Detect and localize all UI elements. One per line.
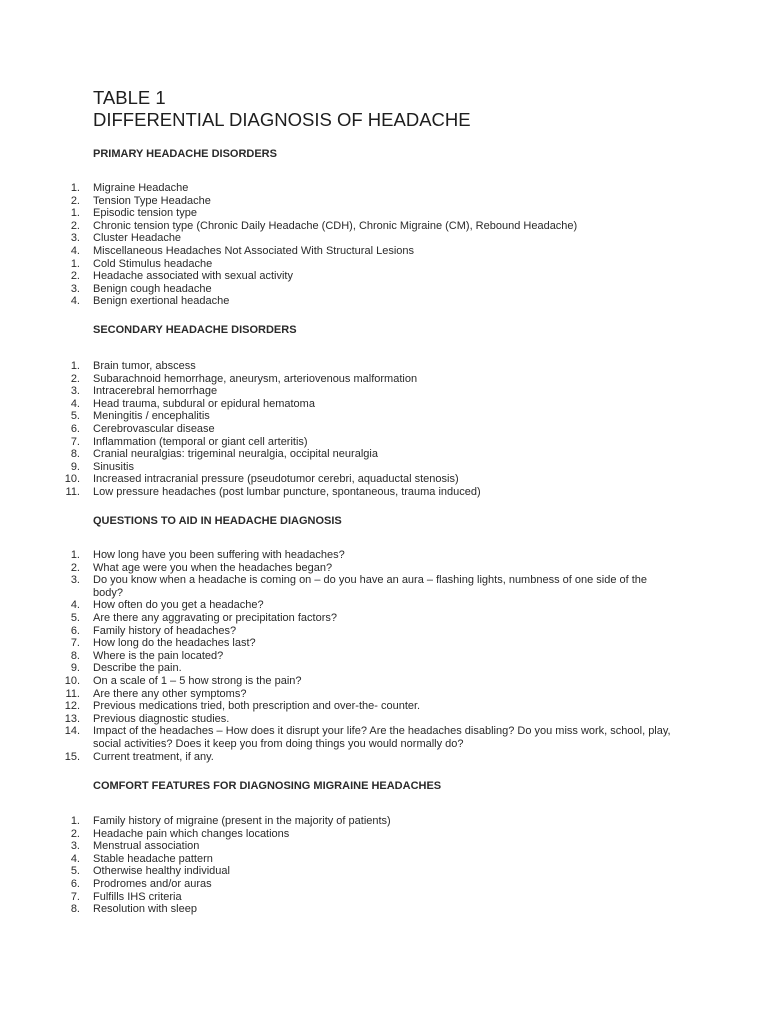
list-questions (60, 549, 680, 763)
section-heading-primary: PRIMARY HEADACHE DISORDERS (93, 148, 277, 160)
list-item (60, 878, 680, 891)
list-item-number: 8. (70, 448, 80, 461)
list-item (60, 700, 680, 713)
list-item-text: Previous diagnostic studies. (93, 712, 230, 725)
list-item-number: 10. (64, 674, 80, 687)
list-item-text: Benign exertional headache (93, 295, 230, 308)
list-item-number: 4. (70, 295, 80, 308)
list-item-number: 15. (64, 750, 80, 763)
list-item (60, 840, 680, 853)
list-item (60, 220, 680, 233)
list-item-text: How long have you been suffering with headaches? (93, 549, 345, 561)
list-item-number: 10. (64, 473, 80, 486)
list-item (60, 625, 680, 638)
list-item-number: 6. (70, 624, 80, 637)
list-item-text: Migraine Headache (93, 182, 189, 194)
list-item-text: Describe the pain. (93, 662, 182, 675)
list-item-number: 8. (70, 903, 80, 916)
list-item (60, 599, 680, 612)
list-item-text: Chronic tension type (Chronic Daily Headache (CDH), Chronic Migraine (CM), Rebound Headache) (93, 219, 578, 232)
list-item (60, 751, 680, 764)
list-item-number: 5. (70, 410, 80, 423)
list-item-number: 3. (70, 385, 80, 398)
list-item-number: 3. (70, 232, 80, 245)
list-item (60, 725, 680, 750)
list-item-number: 4. (70, 244, 80, 257)
list-item (60, 398, 680, 411)
list-item-number: 13. (64, 712, 80, 725)
document-title (93, 87, 471, 131)
list-primary (60, 182, 680, 308)
list-item-text: Subarachnoid hemorrhage, aneurysm, arteriovenous malformation (93, 372, 418, 385)
list-item-text: Where is the pain located? (93, 649, 224, 662)
list-item-number: 1. (70, 257, 80, 270)
list-item-number: 12. (64, 700, 80, 713)
list-item (60, 865, 680, 878)
list-item-number: 1. (70, 549, 80, 561)
list-item (60, 207, 680, 220)
list-item-text: Benign cough headache (93, 282, 212, 295)
list-item (60, 473, 680, 486)
list-item (60, 637, 680, 650)
list-item (60, 891, 680, 904)
list-item (60, 385, 680, 398)
list-item-text: How long do the headaches last? (93, 637, 256, 650)
list-item-number: 6. (70, 877, 80, 890)
list-item-number: 11. (65, 485, 80, 498)
list-item (60, 270, 680, 283)
list-item-number: 4. (70, 397, 80, 410)
list-item (60, 232, 680, 245)
list-item-text: Are there any other symptoms? (93, 687, 247, 700)
list-item-text: On a scale of 1 – 5 how strong is the pain? (93, 674, 302, 687)
list-item-number: 1. (70, 182, 80, 194)
list-item-text: Inflammation (temporal or giant cell arteritis) (93, 435, 308, 448)
list-item-text: Head trauma, subdural or epidural hematoma (93, 397, 315, 410)
list-item-text: Low pressure headaches (post lumbar puncture, spontaneous, trauma induced) (93, 485, 481, 498)
list-item-text: Brain tumor, abscess (93, 360, 196, 372)
list-item (60, 195, 680, 208)
list-item-number: 7. (70, 637, 80, 650)
list-item (60, 245, 680, 258)
list-item-text: Headache pain which changes locations (93, 827, 290, 840)
list-item (60, 612, 680, 625)
list-item (60, 486, 680, 499)
list-item-text: Intracerebral hemorrhage (93, 385, 218, 398)
list-item-number: 2. (70, 270, 80, 283)
list-item (60, 903, 680, 916)
list-item-text: Family history of migraine (present in the majority of patients) (93, 815, 391, 827)
list-item (60, 650, 680, 663)
list-item-number: 2. (70, 194, 80, 207)
list-item-text: Menstrual association (93, 840, 200, 853)
list-item (60, 574, 680, 599)
list-item-number: 4. (70, 852, 80, 865)
list-item (60, 182, 680, 195)
list-item-text: Cluster Headache (93, 232, 182, 245)
list-item-number: 4. (70, 599, 80, 612)
list-item-text: Family history of headaches? (93, 624, 237, 637)
list-item-text: Do you know when a headache is coming on – do you have an aura – flashing lights, numbness of one side of the body? (93, 574, 648, 599)
list-item-text: Fulfills IHS criteria (93, 890, 182, 903)
list-item (60, 423, 680, 436)
list-item (60, 853, 680, 866)
list-item (60, 662, 680, 675)
list-item (60, 562, 680, 575)
list-item-number: 5. (70, 865, 80, 878)
list-item-text: What age were you when the headaches began? (93, 561, 333, 574)
list-item-text: Increased intracranial pressure (pseudotumor cerebri, aquaductal stenosis) (93, 473, 459, 486)
list-item (60, 410, 680, 423)
list-item-number: 2. (70, 219, 80, 232)
list-item-number: 3. (70, 282, 80, 295)
list-secondary (60, 360, 680, 499)
section-heading-comfort: COMFORT FEATURES FOR DIAGNOSING MIGRAINE HEADACHES (93, 780, 442, 792)
list-item-text: Cranial neuralgias: trigeminal neuralgia, occipital neuralgia (93, 448, 378, 461)
list-item-number: 2. (70, 561, 80, 574)
list-item (60, 373, 680, 386)
list-item-number: 7. (70, 890, 80, 903)
list-item-number: 9. (70, 460, 80, 473)
list-item-number: 8. (70, 649, 80, 662)
list-item-number: 1. (70, 207, 80, 220)
list-item (60, 258, 680, 271)
list-item-number: 7. (70, 435, 80, 448)
list-item-text: Cerebrovascular disease (93, 422, 215, 435)
list-item-text: Stable headache pattern (93, 852, 213, 865)
list-item (60, 828, 680, 841)
list-item-text: Sinusitis (93, 460, 134, 473)
list-item-text: Episodic tension type (93, 207, 197, 220)
list-item-number: 6. (70, 422, 80, 435)
list-item-number: 3. (70, 840, 80, 853)
list-item-number: 14. (64, 725, 80, 738)
list-item-number: 2. (70, 827, 80, 840)
list-item (60, 675, 680, 688)
section-heading-secondary: SECONDARY HEADACHE DISORDERS (93, 324, 297, 336)
list-item (60, 713, 680, 726)
list-item-text: How often do you get a headache? (93, 599, 264, 612)
list-item-number: 3. (70, 574, 80, 587)
title-line-1: TABLE 1 (93, 87, 166, 108)
list-item-number: 9. (70, 662, 80, 675)
list-item (60, 283, 680, 296)
list-item-text: Previous medications tried, both prescription and over-the- counter. (93, 700, 421, 713)
list-item-text: Meningitis / encephalitis (93, 410, 210, 423)
list-item-text: Otherwise healthy individual (93, 865, 230, 878)
list-item-text: Current treatment, if any. (93, 750, 214, 763)
list-item-text: Impact of the headaches – How does it disrupt your life? Are the headaches disabling? Do you miss work, school, play, social activities? Does it keep you from doing things you would normally do? (93, 725, 671, 750)
list-item-text: Tension Type Headache (93, 194, 211, 207)
list-item (60, 295, 680, 308)
list-item-number: 2. (70, 372, 80, 385)
list-item-text: Are there any aggravating or precipitation factors? (93, 611, 337, 624)
list-item-number: 1. (70, 360, 80, 372)
list-item (60, 436, 680, 449)
list-item (60, 688, 680, 701)
list-item (60, 815, 680, 828)
list-item-text: Cold Stimulus headache (93, 257, 213, 270)
list-item-number: 11. (65, 687, 80, 700)
list-item (60, 360, 680, 373)
list-item (60, 461, 680, 474)
title-line-2: DIFFERENTIAL DIAGNOSIS OF HEADACHE (93, 109, 471, 130)
list-item-text: Resolution with sleep (93, 903, 197, 916)
section-heading-questions: QUESTIONS TO AID IN HEADACHE DIAGNOSIS (93, 515, 342, 527)
list-item (60, 448, 680, 461)
list-item (60, 549, 680, 562)
list-item-number: 1. (70, 815, 80, 827)
list-item-number: 5. (70, 611, 80, 624)
list-item-text: Prodromes and/or auras (93, 877, 212, 890)
list-item-text: Miscellaneous Headaches Not Associated With Structural Lesions (93, 244, 414, 257)
list-comfort (60, 815, 680, 916)
list-item-text: Headache associated with sexual activity (93, 270, 293, 283)
